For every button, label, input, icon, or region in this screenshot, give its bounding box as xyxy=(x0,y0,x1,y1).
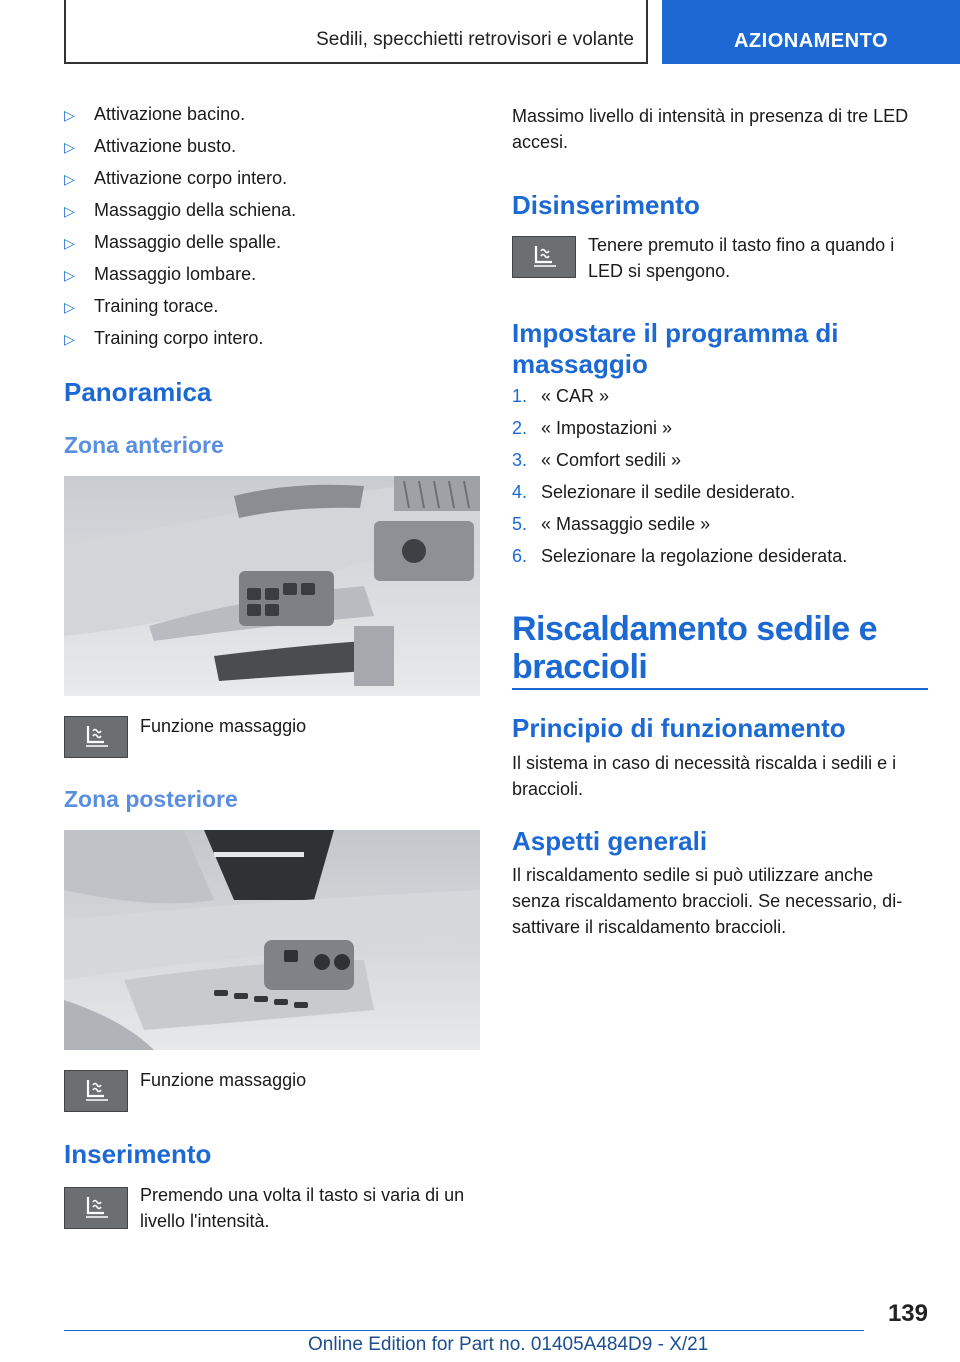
list-item: ▷ Attivazione bacino. xyxy=(64,104,246,124)
triangle-right-icon: ▷ xyxy=(64,299,75,315)
heading-overview: Panoramica xyxy=(64,377,212,407)
list-item: ▷ Massaggio della schiena. xyxy=(64,200,297,220)
principle-text: Il sistema in caso di necessità riscalda i sedili e i braccioli. xyxy=(512,753,897,799)
list-item: ▷ Attivazione busto. xyxy=(64,136,237,156)
list-item: 6. Selezionare la regolazione desiderata. xyxy=(512,546,848,566)
list-item: 2. « Impostazioni » xyxy=(512,418,673,438)
switch-off-text: Tenere premuto il tasto fino a quando i LED si spengono. xyxy=(588,235,895,281)
feature-bullet-list xyxy=(64,102,484,358)
list-item: ▷ Attivazione corpo intero. xyxy=(64,168,288,188)
triangle-right-icon: ▷ xyxy=(64,267,75,283)
triangle-right-icon: ▷ xyxy=(64,331,75,347)
header-chapter-tab xyxy=(662,0,960,64)
heading-general: Aspetti generali xyxy=(512,826,708,856)
rear-door-photo xyxy=(64,830,480,1050)
heading-switch-on: Inserimento xyxy=(64,1139,212,1169)
section-divider xyxy=(512,688,928,690)
program-steps xyxy=(512,386,932,578)
list-item: ▷ Massaggio lombare. xyxy=(64,264,257,284)
intensity-intro: Massimo livello di intensità in presenza di tre LED accesi. xyxy=(512,106,909,152)
section-title: Sedili, specchietti retrovisori e volante xyxy=(316,29,634,50)
list-item: ▷ Massaggio delle spalle. xyxy=(64,232,282,252)
list-item: ▷ Training torace. xyxy=(64,296,219,316)
massage-seat-icon xyxy=(64,1187,128,1229)
list-item: 1. « CAR » xyxy=(512,386,610,406)
heading-switch-off: Disinserimento xyxy=(512,190,700,220)
heading-massage-program: Impostare il programma di massaggio xyxy=(512,318,839,379)
heading-front-zone: Zona anteriore xyxy=(64,432,224,458)
page-number: 139 xyxy=(887,1300,928,1327)
heading-principle: Principio di funzionamento xyxy=(512,713,846,743)
heading-seat-heating: Riscaldamento sedile e braccioli xyxy=(512,610,878,686)
edition-note: Online Edition for Part no. 01405A484D9 - X/21 xyxy=(308,1334,709,1355)
front-icon-caption: Funzione massaggio xyxy=(140,716,307,736)
massage-seat-icon xyxy=(64,1070,128,1112)
list-item: 4. Selezionare il sedile desiderato. xyxy=(512,482,796,502)
footer-rule xyxy=(64,1330,864,1331)
triangle-right-icon: ▷ xyxy=(64,139,75,155)
triangle-right-icon: ▷ xyxy=(64,235,75,251)
front-door-photo xyxy=(64,476,480,696)
switch-on-text: Premendo una volta il tasto si varia di un livello l'intensità. xyxy=(140,1185,465,1231)
chapter-title: AZIONAMENTO xyxy=(733,29,888,52)
triangle-right-icon: ▷ xyxy=(64,171,75,187)
triangle-right-icon: ▷ xyxy=(64,107,75,123)
triangle-right-icon: ▷ xyxy=(64,203,75,219)
massage-seat-icon xyxy=(512,236,576,278)
rear-icon-caption: Funzione massaggio xyxy=(140,1070,307,1090)
list-item: ▷ Training corpo intero. xyxy=(64,328,264,348)
list-item: 5. « Massaggio sedile » xyxy=(512,514,711,534)
list-item: 3. « Comfort sedili » xyxy=(512,450,682,470)
general-text: Il riscaldamento sedile si può utilizzare anche senza riscaldamento braccioli. Se necessario, di-sattivare il riscaldamento braccioli. xyxy=(512,865,903,937)
heading-rear-zone: Zona posteriore xyxy=(64,786,238,812)
header-section-title xyxy=(64,0,648,64)
massage-seat-icon xyxy=(64,716,128,758)
